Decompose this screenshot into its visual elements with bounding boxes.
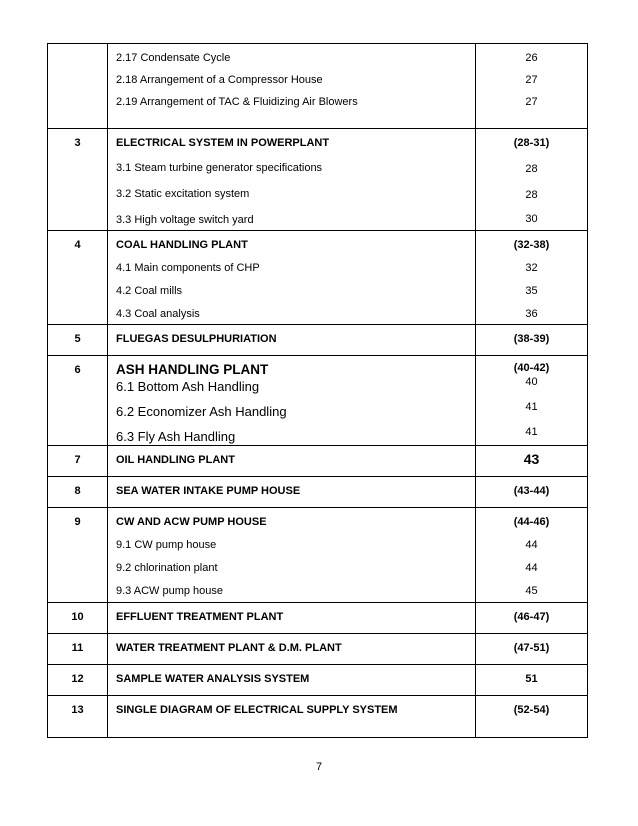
page-range: (46-47) bbox=[513, 611, 550, 623]
subsection-title: 4.2 Coal mills bbox=[116, 285, 183, 297]
subsection-title: 3.1 Steam turbine generator specifications bbox=[116, 162, 323, 174]
page-ref: 30 bbox=[525, 213, 538, 225]
toc-row bbox=[48, 231, 588, 325]
section-number: 7 bbox=[48, 446, 108, 477]
toc-table bbox=[47, 43, 588, 738]
page-ref: 26 bbox=[525, 52, 538, 64]
page-ref: 41 bbox=[525, 401, 538, 413]
page-range: (43-44) bbox=[513, 485, 550, 497]
page-range: (38-39) bbox=[513, 333, 550, 345]
section-number: 13 bbox=[48, 696, 108, 738]
page-range: (32-38) bbox=[513, 239, 550, 251]
subsection-title: 2.18 Arrangement of a Compressor House bbox=[116, 74, 323, 86]
subsection-title: 6.2 Economizer Ash Handling bbox=[116, 404, 287, 419]
toc-row bbox=[48, 665, 588, 696]
page-range: (44-46) bbox=[513, 516, 550, 528]
page-refs bbox=[476, 508, 588, 603]
page-refs bbox=[476, 634, 588, 665]
section-title: FLUEGAS DESULPHURIATION bbox=[116, 333, 277, 345]
subsection-title: 9.2 chlorination plant bbox=[116, 562, 218, 574]
subsection-title: 6.1 Bottom Ash Handling bbox=[116, 379, 260, 394]
page-refs bbox=[476, 603, 588, 634]
section-number: 12 bbox=[48, 665, 108, 696]
page-ref: 43 bbox=[523, 451, 540, 467]
page-number: 7 bbox=[315, 761, 323, 773]
toc-row bbox=[48, 696, 588, 738]
subsection-title: 4.3 Coal analysis bbox=[116, 308, 200, 320]
subsection-title: 9.3 ACW pump house bbox=[116, 585, 224, 597]
page-ref: 51 bbox=[525, 673, 538, 685]
section-titles bbox=[108, 446, 476, 477]
section-title: ASH HANDLING PLANT bbox=[116, 362, 269, 377]
toc-row bbox=[48, 477, 588, 508]
page-refs bbox=[476, 129, 588, 231]
section-number: 3 bbox=[48, 129, 108, 231]
page-range: (47-51) bbox=[513, 642, 550, 654]
section-number: 4 bbox=[48, 231, 108, 325]
subsection-title: 9.1 CW pump house bbox=[116, 539, 217, 551]
section-number: 9 bbox=[48, 508, 108, 603]
page-ref: 44 bbox=[525, 539, 538, 551]
section-titles bbox=[108, 634, 476, 665]
page-ref: 41 bbox=[525, 426, 538, 438]
section-titles bbox=[108, 696, 476, 738]
section-number: 6 bbox=[48, 356, 108, 446]
page-ref: 35 bbox=[525, 285, 538, 297]
section-title: SAMPLE WATER ANALYSIS SYSTEM bbox=[116, 673, 310, 685]
page-ref: 45 bbox=[525, 585, 538, 597]
page-refs bbox=[476, 665, 588, 696]
page-refs bbox=[476, 44, 588, 129]
section-title: OIL HANDLING PLANT bbox=[116, 454, 235, 466]
toc-row bbox=[48, 508, 588, 603]
page-refs bbox=[476, 231, 588, 325]
page-refs bbox=[476, 325, 588, 356]
section-titles bbox=[108, 508, 476, 603]
section-title: SEA WATER INTAKE PUMP HOUSE bbox=[116, 485, 301, 497]
section-titles bbox=[108, 325, 476, 356]
subsection-title: 2.19 Arrangement of TAC & Fluidizing Air Blowers bbox=[116, 96, 358, 108]
page-refs bbox=[476, 446, 588, 477]
toc-row bbox=[48, 634, 588, 665]
toc-row bbox=[48, 446, 588, 477]
section-title: WATER TREATMENT PLANT & D.M. PLANT bbox=[116, 642, 342, 654]
page-ref: 36 bbox=[525, 308, 538, 320]
toc-row bbox=[48, 356, 588, 446]
page-ref: 27 bbox=[525, 96, 538, 108]
section-number: 10 bbox=[48, 603, 108, 634]
section-title: CW AND ACW PUMP HOUSE bbox=[116, 516, 267, 528]
page-refs bbox=[476, 477, 588, 508]
toc-row bbox=[48, 603, 588, 634]
page-ref: 27 bbox=[525, 74, 538, 86]
page-refs bbox=[476, 696, 588, 738]
page-range: (40-42) bbox=[513, 362, 550, 374]
section-titles bbox=[108, 231, 476, 325]
page-ref: 44 bbox=[525, 562, 538, 574]
page-range: (52-54) bbox=[513, 704, 550, 716]
toc-row bbox=[48, 44, 588, 129]
section-title: COAL HANDLING PLANT bbox=[116, 239, 248, 251]
section-number: 11 bbox=[48, 634, 108, 665]
section-titles bbox=[108, 477, 476, 508]
subsection-title: 4.1 Main components of CHP bbox=[116, 262, 260, 274]
section-titles bbox=[108, 356, 476, 446]
section-number bbox=[48, 44, 108, 129]
section-titles bbox=[108, 129, 476, 231]
subsection-title: 3.2 Static excitation system bbox=[116, 188, 250, 200]
page-ref: 32 bbox=[525, 262, 538, 274]
page-refs bbox=[476, 356, 588, 446]
toc-row bbox=[48, 129, 588, 231]
page-ref: 40 bbox=[525, 376, 538, 388]
toc-row bbox=[48, 325, 588, 356]
section-title: EFFLUENT TREATMENT PLANT bbox=[116, 611, 284, 623]
section-titles bbox=[108, 665, 476, 696]
section-titles bbox=[108, 603, 476, 634]
subsection-title: 3.3 High voltage switch yard bbox=[116, 214, 254, 226]
section-titles bbox=[108, 44, 476, 129]
subsection-title: 6.3 Fly Ash Handling bbox=[116, 429, 236, 444]
page-range: (28-31) bbox=[513, 137, 550, 149]
section-number: 5 bbox=[48, 325, 108, 356]
page-ref: 28 bbox=[525, 189, 538, 201]
section-title: ELECTRICAL SYSTEM IN POWERPLANT bbox=[116, 137, 330, 149]
section-title: SINGLE DIAGRAM OF ELECTRICAL SUPPLY SYSTEM bbox=[116, 704, 398, 716]
section-number: 8 bbox=[48, 477, 108, 508]
page-ref: 28 bbox=[525, 163, 538, 175]
subsection-title: 2.17 Condensate Cycle bbox=[116, 52, 231, 64]
